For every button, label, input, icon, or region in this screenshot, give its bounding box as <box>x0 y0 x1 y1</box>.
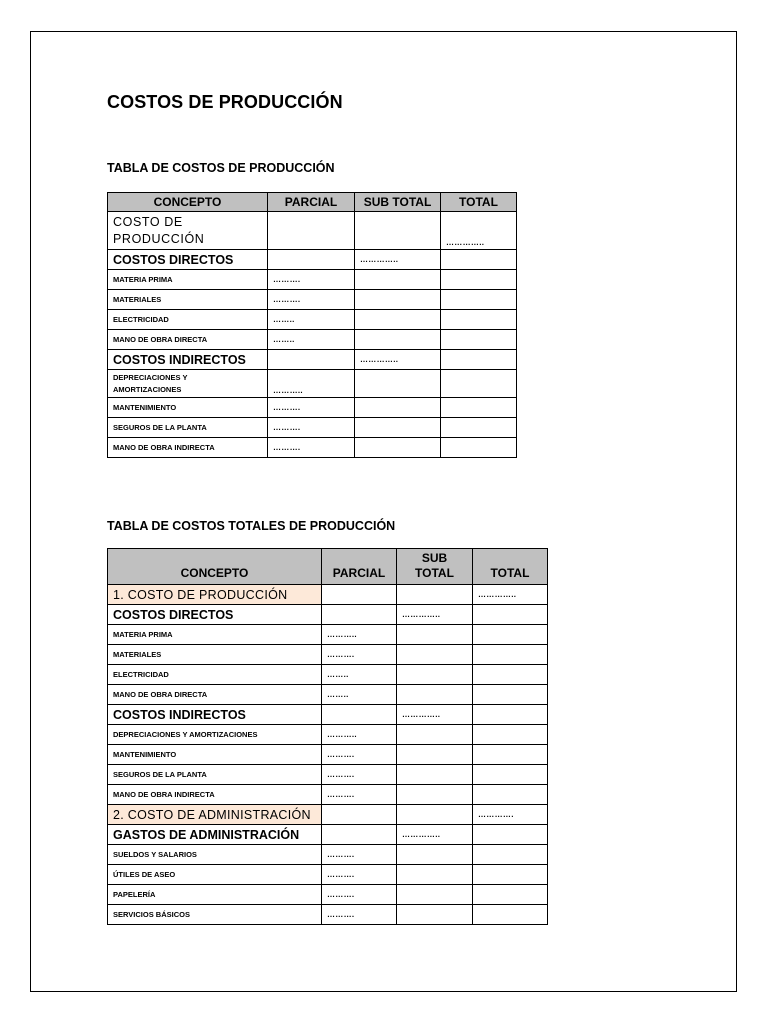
parcial-cell: …….. <box>322 685 397 705</box>
concepto-cell: 1. COSTO DE PRODUCCIÓN <box>108 585 322 605</box>
header-subtotal: SUB TOTAL <box>355 193 441 212</box>
subtotal-cell: ………….. <box>355 350 441 370</box>
subtotal-cell <box>355 212 441 250</box>
total-cell <box>441 290 517 310</box>
concepto-cell: MANO DE OBRA DIRECTA <box>108 685 322 705</box>
total-cell <box>473 865 548 885</box>
subtotal-cell <box>355 330 441 350</box>
concepto-cell: SUELDOS Y SALARIOS <box>108 845 322 865</box>
concepto-cell: MANO DE OBRA INDIRECTA <box>108 438 268 458</box>
header-parcial: PARCIAL <box>268 193 355 212</box>
concepto-cell: COSTOS DIRECTOS <box>108 605 322 625</box>
header-parcial: PARCIAL <box>322 549 397 585</box>
subtotal-cell <box>397 685 473 705</box>
total-cell <box>441 398 517 418</box>
table-row <box>108 825 548 845</box>
parcial-cell: ……….. <box>322 725 397 745</box>
parcial-cell: ……….. <box>268 370 355 398</box>
parcial-cell: ………. <box>322 745 397 765</box>
subtotal-cell <box>397 865 473 885</box>
concepto-cell: ELECTRICIDAD <box>108 665 322 685</box>
total-cell <box>473 905 548 925</box>
table-row <box>108 605 548 625</box>
total-cell <box>441 270 517 290</box>
parcial-cell: ………. <box>322 785 397 805</box>
concepto-cell: SEGUROS DE LA PLANTA <box>108 765 322 785</box>
table-row <box>108 625 548 645</box>
table-row <box>108 250 517 270</box>
subtotal-cell <box>355 438 441 458</box>
subtotal-cell <box>397 785 473 805</box>
subtotal-cell: ………….. <box>397 825 473 845</box>
header-total: TOTAL <box>473 549 548 585</box>
header-concepto: CONCEPTO <box>108 193 268 212</box>
total-cell <box>473 765 548 785</box>
parcial-cell: …….. <box>268 330 355 350</box>
table-row <box>108 885 548 905</box>
parcial-cell: ………. <box>322 765 397 785</box>
parcial-cell: ………. <box>322 845 397 865</box>
header-total: TOTAL <box>441 193 517 212</box>
subtotal-cell <box>397 765 473 785</box>
concepto-cell: ÚTILES DE ASEO <box>108 865 322 885</box>
parcial-cell: ……….. <box>322 625 397 645</box>
parcial-cell: ………. <box>268 438 355 458</box>
parcial-cell <box>322 805 397 825</box>
table1-title: TABLA DE COSTOS DE PRODUCCIÓN <box>107 161 335 175</box>
parcial-cell <box>268 212 355 250</box>
parcial-cell: ………. <box>268 418 355 438</box>
parcial-cell: ………. <box>322 645 397 665</box>
parcial-cell: ………. <box>322 885 397 905</box>
table-row <box>108 212 517 250</box>
subtotal-cell <box>397 725 473 745</box>
table-row <box>108 785 548 805</box>
concepto-cell: MATERIALES <box>108 645 322 665</box>
subtotal-cell <box>397 645 473 665</box>
parcial-cell: ………. <box>322 905 397 925</box>
subtotal-cell: ………….. <box>397 605 473 625</box>
table-row <box>108 270 517 290</box>
concepto-cell: DEPRECIACIONES Y AMORTIZACIONES <box>108 725 322 745</box>
parcial-cell <box>268 250 355 270</box>
concepto-cell: MATERIA PRIMA <box>108 625 322 645</box>
table-row <box>108 805 548 825</box>
total-cell <box>441 250 517 270</box>
table-row <box>108 310 517 330</box>
parcial-cell <box>322 825 397 845</box>
total-production-costs-table <box>107 548 548 925</box>
table-header-row <box>108 193 517 212</box>
subtotal-cell <box>397 585 473 605</box>
concepto-cell: MANO DE OBRA INDIRECTA <box>108 785 322 805</box>
table-row <box>108 350 517 370</box>
subtotal-cell <box>397 625 473 645</box>
table2-title: TABLA DE COSTOS TOTALES DE PRODUCCIÓN <box>107 519 396 533</box>
subtotal-cell: ………….. <box>355 250 441 270</box>
concepto-cell: ELECTRICIDAD <box>108 310 268 330</box>
total-cell <box>473 785 548 805</box>
concepto-cell: SEGUROS DE LA PLANTA <box>108 418 268 438</box>
total-cell <box>473 605 548 625</box>
subtotal-cell <box>397 845 473 865</box>
parcial-cell: …….. <box>322 665 397 685</box>
subtotal-cell <box>355 398 441 418</box>
total-cell <box>473 645 548 665</box>
table-row <box>108 765 548 785</box>
header-subtotal-text: SUB TOTAL <box>415 550 454 581</box>
subtotal-cell <box>355 290 441 310</box>
parcial-cell: ………. <box>268 398 355 418</box>
parcial-cell <box>268 350 355 370</box>
total-cell <box>441 330 517 350</box>
concepto-cell: MANTENIMIENTO <box>108 398 268 418</box>
total-cell <box>441 370 517 398</box>
subtotal-cell <box>355 418 441 438</box>
table-row <box>108 398 517 418</box>
total-cell: ………….. <box>473 585 548 605</box>
concepto-cell: MATERIALES <box>108 290 268 310</box>
table-row <box>108 905 548 925</box>
total-cell <box>473 845 548 865</box>
subtotal-cell: ………….. <box>397 705 473 725</box>
concepto-cell: MANO DE OBRA DIRECTA <box>108 330 268 350</box>
parcial-cell: ………. <box>322 865 397 885</box>
total-cell <box>473 745 548 765</box>
total-cell <box>473 825 548 845</box>
parcial-cell: …….. <box>268 310 355 330</box>
parcial-cell <box>322 605 397 625</box>
table-row <box>108 725 548 745</box>
total-cell: …………. <box>473 805 548 825</box>
table-row <box>108 865 548 885</box>
concepto-text: DEPRECIACIONES Y AMORTIZACIONES <box>113 372 188 394</box>
subtotal-cell <box>355 370 441 398</box>
subtotal-cell <box>397 805 473 825</box>
concepto-cell: COSTOS INDIRECTOS <box>108 350 268 370</box>
table-row <box>108 845 548 865</box>
total-cell <box>441 418 517 438</box>
table-row <box>108 585 548 605</box>
subtotal-cell <box>397 745 473 765</box>
concepto-cell: MATERIA PRIMA <box>108 270 268 290</box>
table-row <box>108 290 517 310</box>
parcial-cell <box>322 705 397 725</box>
total-cell <box>473 625 548 645</box>
table-row <box>108 665 548 685</box>
total-cell <box>473 685 548 705</box>
total-cell <box>473 705 548 725</box>
concepto-cell: 2. COSTO DE ADMINISTRACIÓN <box>108 805 322 825</box>
total-cell <box>473 665 548 685</box>
concepto-cell: PAPELERÍA <box>108 885 322 905</box>
subtotal-cell <box>355 310 441 330</box>
concepto-cell <box>108 370 268 398</box>
parcial-cell: ………. <box>268 270 355 290</box>
table-row <box>108 330 517 350</box>
total-cell <box>473 725 548 745</box>
total-cell: ………….. <box>441 212 517 250</box>
subtotal-cell <box>397 885 473 905</box>
production-costs-table <box>107 192 517 458</box>
table-row <box>108 438 517 458</box>
subtotal-cell <box>355 270 441 290</box>
total-cell <box>441 350 517 370</box>
header-subtotal <box>397 549 473 585</box>
concepto-cell: SERVICIOS BÁSICOS <box>108 905 322 925</box>
concepto-cell: COSTOS INDIRECTOS <box>108 705 322 725</box>
header-concepto: CONCEPTO <box>108 549 322 585</box>
table-row <box>108 370 517 398</box>
concepto-cell: GASTOS DE ADMINISTRACIÓN <box>108 825 322 845</box>
total-cell <box>473 885 548 905</box>
parcial-cell: ………. <box>268 290 355 310</box>
table-row <box>108 418 517 438</box>
table-row <box>108 685 548 705</box>
table-row <box>108 745 548 765</box>
concepto-cell: MANTENIMIENTO <box>108 745 322 765</box>
table-row <box>108 705 548 725</box>
concepto-cell: COSTOS DIRECTOS <box>108 250 268 270</box>
subtotal-cell <box>397 905 473 925</box>
total-cell <box>441 438 517 458</box>
table-row <box>108 645 548 665</box>
document-title: COSTOS DE PRODUCCIÓN <box>107 92 343 112</box>
table-header-row <box>108 549 548 585</box>
concepto-cell: COSTO DE PRODUCCIÓN <box>108 212 268 250</box>
parcial-cell <box>322 585 397 605</box>
total-cell <box>441 310 517 330</box>
subtotal-cell <box>397 665 473 685</box>
